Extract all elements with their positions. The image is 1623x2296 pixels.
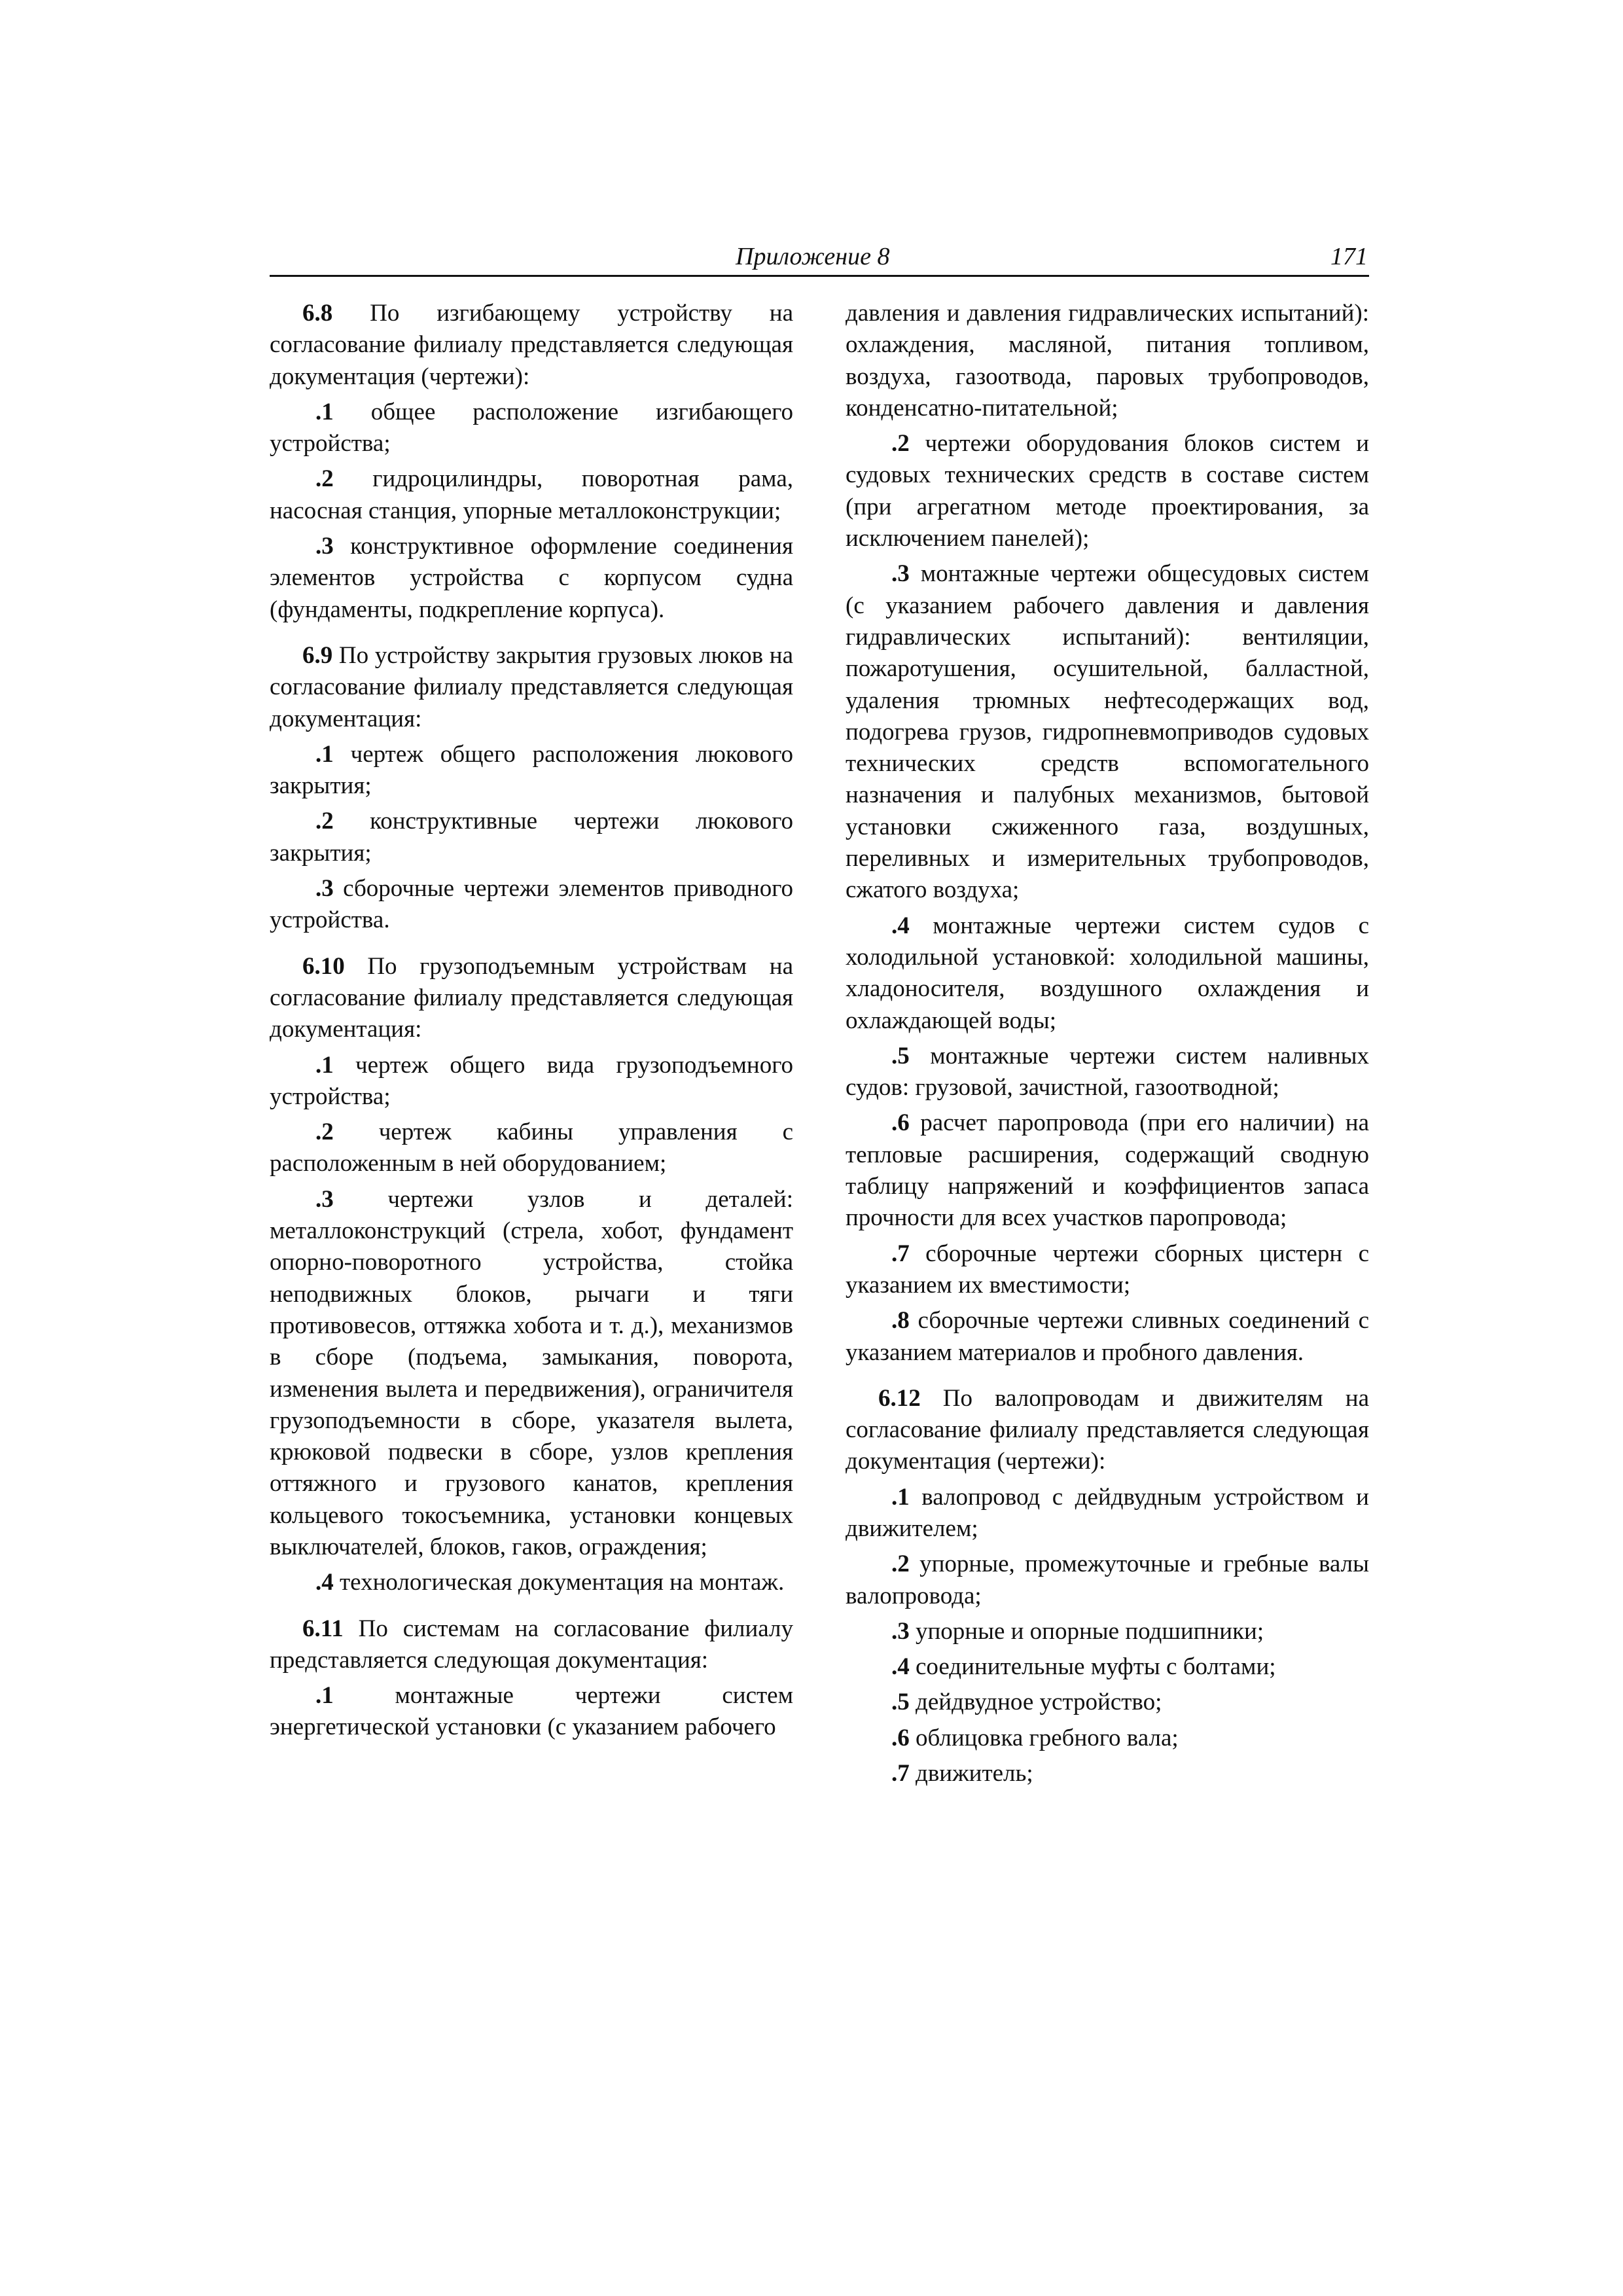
- list-item: [270, 802, 793, 869]
- item-number: .7: [891, 1760, 910, 1787]
- section-paragraph: [270, 626, 793, 735]
- list-item: [270, 1113, 793, 1180]
- list-item: [846, 1545, 1369, 1612]
- section-paragraph: [270, 1599, 793, 1677]
- item-number: .3: [315, 1185, 334, 1213]
- item-number: .6: [891, 1724, 910, 1751]
- list-item: [846, 424, 1369, 554]
- item-number: .2: [315, 808, 334, 835]
- paragraph-text: общее расположение изгибающего устройства;: [270, 398, 793, 457]
- continued-paragraph: [846, 298, 1369, 424]
- item-number: .4: [891, 1653, 910, 1681]
- paragraph-text: чертежи оборудования блоков систем и судовых технических средств в составе систем (при агрегатном методе проектирования, за исключением панелей);: [846, 430, 1369, 552]
- paragraph-text: движитель;: [909, 1760, 1033, 1787]
- list-item: [846, 1612, 1369, 1647]
- item-number: .3: [315, 533, 334, 560]
- paragraph-text: давления и давления гидравлических испытаний): охлаждения, масляной, питания топливом, воздуха, газоотвода, паровых трубопроводов, конденсатно-питательной;: [846, 300, 1369, 422]
- item-number: .8: [891, 1307, 910, 1335]
- paragraph-text: По валопроводам и движителям на согласование филиалу представляется следующая документация (чертежи):: [846, 1384, 1369, 1475]
- list-item: [846, 1719, 1369, 1754]
- item-number: .2: [315, 1119, 334, 1146]
- paragraph-text: монтажные чертежи общесудовых систем (с указанием рабочего давления и давления гидравлических испытаний): вентиляции, пожаротушения, осушительной, балластной, удаления трюмных нефтесодержащих вод, подогрева грузов, гидропневмоприводов судовых технических средств вспомогательного назначения и палубных механизмов, бытовой установки сжиженного газа, воздушных, переливных и измерительных трубопроводов, сжатого воздуха;: [846, 560, 1369, 904]
- list-item: [270, 1676, 793, 1744]
- list-item: [846, 1301, 1369, 1369]
- list-item: [270, 1046, 793, 1113]
- paragraph-text: сборочные чертежи сборных цистерн с указанием их вместимости;: [846, 1240, 1369, 1299]
- paragraph-text: конструктивное оформление соединения элементов устройства с корпусом судна (фундаменты, подкрепление корпуса).: [270, 533, 793, 623]
- item-number: .3: [315, 875, 334, 903]
- paragraph-text: чертеж общего расположения люкового закрытия;: [270, 740, 793, 800]
- paragraph-text: дейдвудное устройство;: [909, 1689, 1162, 1716]
- item-number: .1: [315, 1682, 334, 1710]
- section-paragraph: [270, 937, 793, 1046]
- item-number: .3: [891, 560, 910, 588]
- list-item: [846, 1647, 1369, 1683]
- item-number: .5: [891, 1042, 910, 1069]
- section-paragraph: [846, 1369, 1369, 1478]
- paragraph-text: гидроцилиндры, поворотная рама, насосная станция, упорные металлоконструкции;: [270, 465, 793, 524]
- paragraph-text: конструктивные чертежи люкового закрытия;: [270, 808, 793, 867]
- paragraph-text: технологическая документация на монтаж.: [333, 1569, 785, 1596]
- list-item: [270, 527, 793, 626]
- paragraph-text: расчет паропровода (при его наличии) на тепловые расширения, содержащий сводную таблицу напряжений и коэффициентов запаса прочности для всех участков паропровода;: [846, 1109, 1369, 1232]
- item-number: .1: [315, 1051, 334, 1079]
- item-number: .7: [891, 1240, 910, 1267]
- paragraph-text: монтажные чертежи систем наливных судов: грузовой, зачистной, газоотводной;: [846, 1042, 1369, 1102]
- item-number: .4: [315, 1569, 334, 1596]
- list-item: [270, 459, 793, 527]
- list-item: [846, 1478, 1369, 1545]
- list-item: [846, 1103, 1369, 1234]
- section-number: 6.11: [302, 1615, 344, 1642]
- item-number: .2: [315, 465, 334, 493]
- right-column: [846, 298, 1369, 1789]
- paragraph-text: По изгибающему устройству на согласование филиалу представляется следующая документация (чертежи):: [270, 300, 793, 390]
- paragraph-text: По устройству закрытия грузовых люков на согласование филиалу представляется следующая документация:: [270, 641, 793, 732]
- paragraph-text: упорные и опорные подшипники;: [909, 1617, 1264, 1645]
- paragraph-text: чертеж общего вида грузоподъемного устройства;: [270, 1051, 793, 1110]
- list-item: [270, 869, 793, 937]
- paragraph-text: чертеж кабины управления с расположенным в ней оборудованием;: [270, 1119, 793, 1177]
- item-number: .1: [891, 1483, 910, 1511]
- item-number: .2: [891, 1551, 910, 1578]
- paragraph-text: По грузоподъемным устройствам на согласование филиалу представляется следующая документация:: [270, 952, 793, 1043]
- item-number: .3: [891, 1617, 910, 1645]
- paragraph-text: облицовка гребного вала;: [909, 1724, 1179, 1751]
- item-number: .1: [315, 740, 334, 768]
- list-item: [846, 906, 1369, 1037]
- paragraph-text: соединительные муфты с болтами;: [909, 1653, 1276, 1681]
- page-number: 171: [1330, 243, 1368, 270]
- section-number: 6.8: [302, 300, 333, 327]
- left-column: [270, 298, 793, 1744]
- list-item: [846, 554, 1369, 906]
- paragraph-text: монтажные чертежи систем судов с холодильной установкой: холодильной машины, хладоносителя, воздушного охлаждения и охлаждающей воды;: [846, 912, 1369, 1034]
- list-item: [846, 1754, 1369, 1789]
- list-item: [846, 1234, 1369, 1302]
- section-paragraph: [270, 298, 793, 393]
- list-item: [846, 1683, 1369, 1718]
- paragraph-text: сборочные чертежи сливных соединений с указанием материалов и пробного давления.: [846, 1307, 1369, 1366]
- paragraph-text: чертежи узлов и деталей: металлоконструкций (стрела, хобот, фундамент опорно-поворотного устройства, стойка неподвижных блоков, рычаги и тяги противовесов, оттяжка хобота и т. д.), механизмов в сборе (подъема, замыкания, поворота, изменения вылета и передвижения), ограничителя грузоподъемности в сборе, указателя вылета, крюковой подвески в сборе, узлов крепления оттяжного и грузового канатов, крепления кольцевого токосъемника, установки концевых выключателей, блоков, гаков, ограждения;: [270, 1185, 793, 1560]
- paragraph-text: По системам на согласование филиалу представляется следующая документация:: [270, 1615, 793, 1674]
- paragraph-text: упорные, промежуточные и гребные валы валопровода;: [846, 1551, 1369, 1609]
- item-number: .4: [891, 912, 910, 939]
- list-item: [270, 1180, 793, 1564]
- list-item: [846, 1037, 1369, 1104]
- section-number: 6.10: [302, 952, 345, 980]
- paragraph-text: монтажные чертежи систем энергетической установки (с указанием рабочего: [270, 1682, 793, 1741]
- item-number: .1: [315, 398, 334, 425]
- paragraph-text: сборочные чертежи элементов приводного устройства.: [270, 875, 793, 934]
- list-item: [270, 1563, 793, 1598]
- section-number: 6.12: [878, 1384, 921, 1412]
- section-number: 6.9: [302, 641, 333, 669]
- item-number: .6: [891, 1109, 910, 1137]
- list-item: [270, 393, 793, 460]
- paragraph-text: валопровод с дейдвудным устройством и движителем;: [846, 1483, 1369, 1542]
- page-header: [270, 241, 1369, 277]
- list-item: [270, 735, 793, 802]
- item-number: .5: [891, 1689, 910, 1716]
- item-number: .2: [891, 430, 910, 457]
- running-title: Приложение 8: [736, 243, 890, 270]
